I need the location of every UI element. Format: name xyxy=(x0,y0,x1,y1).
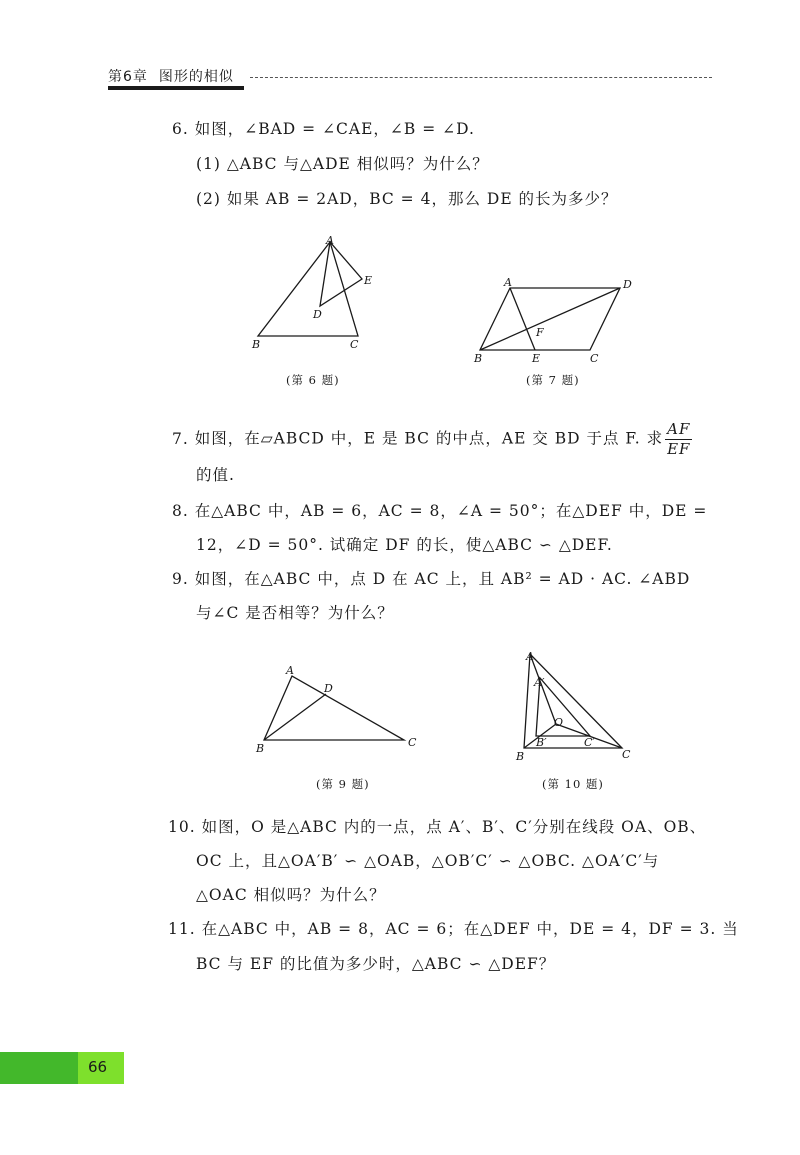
fig7-label-c: C xyxy=(590,352,599,365)
fig9-label-b: B xyxy=(256,742,265,755)
page-tab-accent xyxy=(0,1052,78,1084)
fig10-label-o: O xyxy=(554,716,564,729)
chapter-title: 图形的相似 xyxy=(158,69,234,85)
problem-10-line-3: △OAC 相似吗？为什么？ xyxy=(196,886,386,904)
problem-7-text-1: 如图，在▱ABCD 中，E 是 BC 的中点，AE 交 BD 于点 F. 求 xyxy=(194,429,664,448)
problem-10-line-2: OC 上，且△OA′B′ ∽ △OAB，△OB′C′ ∽ △OBC. △OA′C′与 xyxy=(196,852,660,870)
figure-6 xyxy=(240,232,390,352)
problem-11-line-2: BC 与 EF 的比值为多少时，△ABC ∽ △DEF？ xyxy=(196,955,556,973)
problem-6-line-1 xyxy=(172,118,475,140)
problem-9-line-2: 与∠C 是否相等？为什么？ xyxy=(196,604,394,622)
problem-6-line-2: (1) △ABC 与△ADE 相似吗？为什么？ xyxy=(196,155,489,173)
page-number: 66 xyxy=(88,1058,108,1076)
fig6-triangle-ade xyxy=(320,242,362,306)
problem-8-number: 8. xyxy=(172,502,189,520)
problem-9-line-1 xyxy=(172,568,690,590)
problem-8-line-1 xyxy=(172,500,707,522)
fraction-denominator: EF xyxy=(667,440,691,458)
fig10-label-a: A xyxy=(526,650,534,663)
problem-10-line-1 xyxy=(168,816,706,838)
fraction-numerator: AF xyxy=(665,420,692,440)
fig6-label-c: C xyxy=(350,338,359,351)
fig6-label-d: D xyxy=(313,308,322,321)
problem-10-text-1: 如图，O 是△ABC 内的一点，点 A′、B′、C′分别在线段 OA、OB、 xyxy=(201,818,707,836)
figure-10 xyxy=(512,648,637,766)
chapter-suffix: 章 xyxy=(132,69,148,85)
fig7-label-f: F xyxy=(536,326,544,339)
fig6-label-e: E xyxy=(364,274,373,287)
problem-6-text-1: 如图，∠BAD = ∠CAE，∠B = ∠D. xyxy=(194,120,475,138)
chapter-number: 6 xyxy=(123,69,133,85)
fig10-label-b-prime: B′ xyxy=(536,736,547,749)
fig7-segment-ae xyxy=(510,288,535,350)
problem-9-number: 9. xyxy=(172,570,189,588)
problem-9-text-1: 如图，在△ABC 中，点 D 在 AC 上，且 AB² = AD · AC. ∠ABD xyxy=(194,570,691,588)
problem-8-line-2: 12，∠D = 50°. 试确定 DF 的长，使△ABC ∽ △DEF. xyxy=(196,536,613,554)
fig10-label-a-prime: A′ xyxy=(534,676,545,689)
fig7-label-b: B xyxy=(474,352,483,365)
problem-11-line-1 xyxy=(168,918,739,940)
figure-7 xyxy=(470,272,640,372)
chapter-prefix: 第 xyxy=(108,69,123,85)
fig6-label-b: B xyxy=(252,338,261,351)
fig9-label-d: D xyxy=(324,682,333,695)
problem-11-number: 11. xyxy=(168,920,196,938)
fig7-diagonal-bd xyxy=(480,288,620,350)
figure-9 xyxy=(252,660,427,760)
fig9-label-a: A xyxy=(286,664,294,677)
fig9-segment-bd xyxy=(264,694,326,740)
fig6-label-a: A xyxy=(326,234,334,247)
figure-10-caption: (第 10 题) xyxy=(542,777,604,791)
problem-6-line-3: (2) 如果 AB = 2AD，BC = 4，那么 DE 的长为多少？ xyxy=(196,190,618,208)
fig10-label-b: B xyxy=(516,750,525,763)
problem-7-number: 7. xyxy=(172,429,189,448)
problem-7-line-1 xyxy=(172,420,692,459)
problem-10-number: 10. xyxy=(168,818,196,836)
chapter-heading xyxy=(108,66,234,86)
problem-8-text-1: 在△ABC 中，AB = 6，AC = 8，∠A = 50°；在△DEF 中，DE = xyxy=(194,502,708,520)
fig7-label-a: A xyxy=(504,276,512,289)
problem-7-line-2: 的值. xyxy=(196,466,235,484)
fig10-segment-oa xyxy=(530,654,556,724)
header-underline xyxy=(108,86,244,90)
fig7-label-d: D xyxy=(623,278,632,291)
problem-7-fraction xyxy=(665,420,692,459)
problem-11-text-1: 在△ABC 中，AB = 8，AC = 6；在△DEF 中，DE = 4，DF = 3. 当 xyxy=(201,920,739,938)
fig10-label-c-prime: C′ xyxy=(584,736,595,749)
fig9-label-c: C xyxy=(408,736,417,749)
fig10-label-c: C xyxy=(622,748,631,761)
figure-6-caption: (第 6 题) xyxy=(286,373,340,387)
figure-7-caption: (第 7 题) xyxy=(526,373,580,387)
problem-6-number: 6. xyxy=(172,120,189,138)
fig9-triangle-abc xyxy=(264,676,404,740)
figure-9-caption: (第 9 题) xyxy=(316,777,370,791)
header-dashed-rule xyxy=(250,77,712,78)
fig7-label-e: E xyxy=(532,352,541,365)
